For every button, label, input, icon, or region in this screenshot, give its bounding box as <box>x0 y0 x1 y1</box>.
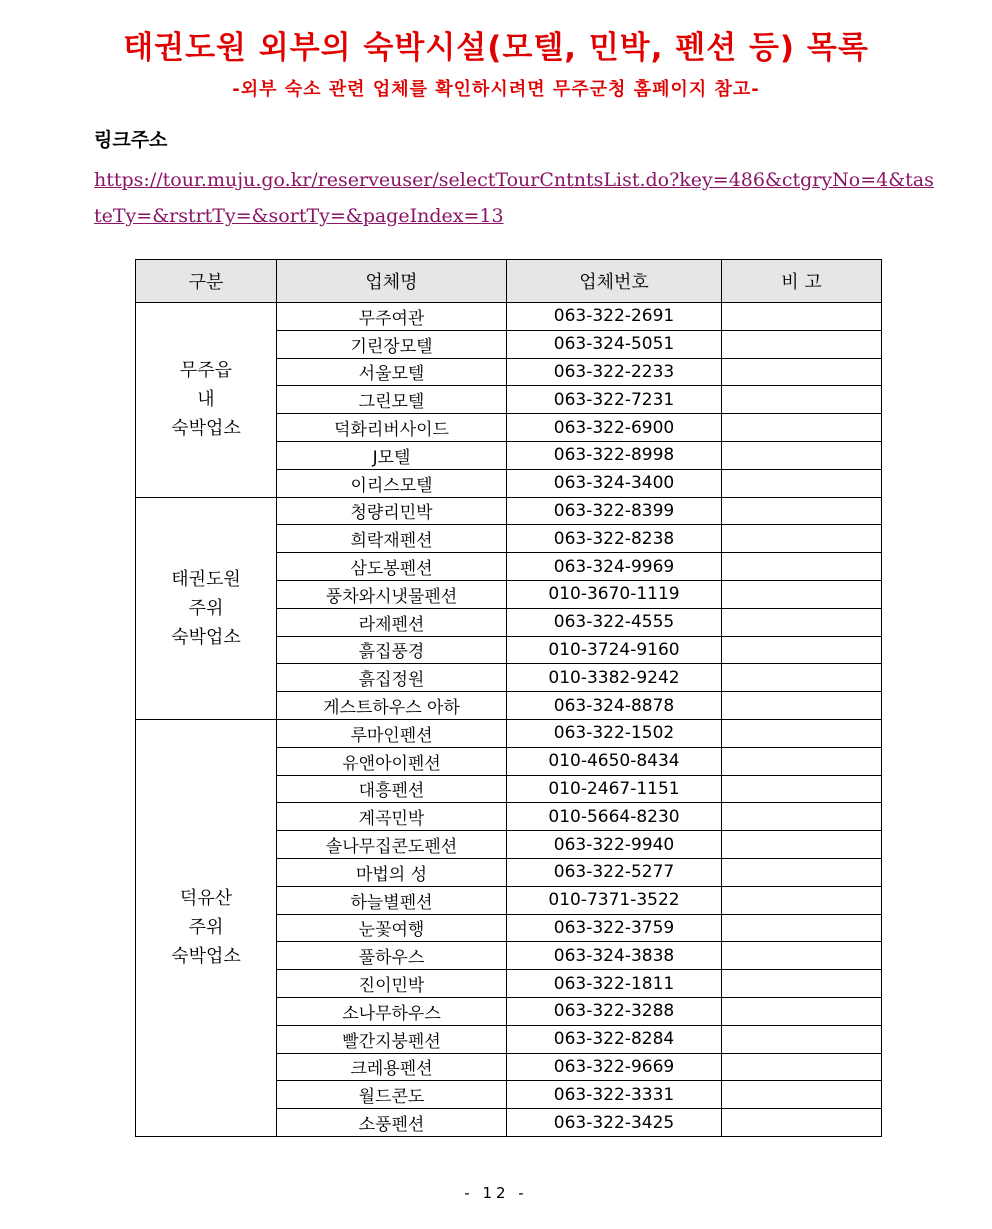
business-name-cell: 청량리민박 <box>277 497 507 525</box>
remarks-cell <box>722 1025 882 1053</box>
category-cell <box>136 719 277 1136</box>
header-business-name: 업체명 <box>277 260 507 303</box>
remarks-cell <box>722 1109 882 1137</box>
business-name-cell: 진이민박 <box>277 970 507 998</box>
remarks-cell <box>722 664 882 692</box>
category-label-line: 무주읍 <box>179 360 233 382</box>
business-name-cell: J모텔 <box>277 441 507 469</box>
phone-cell: 063-322-3425 <box>507 1109 722 1137</box>
category-cell <box>136 303 277 498</box>
phone-cell: 063-322-1502 <box>507 719 722 747</box>
phone-cell: 063-322-7231 <box>507 386 722 414</box>
business-name-cell: 풀하우스 <box>277 942 507 970</box>
remarks-cell <box>722 358 882 386</box>
business-name-cell: 기린장모텔 <box>277 330 507 358</box>
tour-link[interactable]: https://tour.muju.go.kr/reserveuser/selectTourCntntsList.do?key=486&ctgryNo=4&tasteTy=&rstrtTy=&sortTy=&pageIndex=13 <box>94 169 934 227</box>
business-name-cell: 소나무하우스 <box>277 997 507 1025</box>
business-name-cell: 이리스모텔 <box>277 469 507 497</box>
category-label-line: 태권도원 <box>171 568 241 590</box>
remarks-cell <box>722 303 882 331</box>
phone-cell: 063-322-9940 <box>507 831 722 859</box>
remarks-cell <box>722 970 882 998</box>
business-name-cell: 솔나무집콘도펜션 <box>277 831 507 859</box>
business-name-cell: 소풍펜션 <box>277 1109 507 1137</box>
remarks-cell <box>722 330 882 358</box>
remarks-cell <box>722 497 882 525</box>
phone-cell: 063-322-4555 <box>507 608 722 636</box>
business-name-cell: 무주여관 <box>277 303 507 331</box>
business-name-cell: 라제펜션 <box>277 608 507 636</box>
phone-cell: 063-322-6900 <box>507 414 722 442</box>
phone-cell: 010-3670-1119 <box>507 580 722 608</box>
header-remarks: 비 고 <box>722 260 882 303</box>
phone-cell: 063-324-3400 <box>507 469 722 497</box>
remarks-cell <box>722 747 882 775</box>
business-name-cell: 크레용펜션 <box>277 1053 507 1081</box>
business-name-cell: 희락재펜션 <box>277 525 507 553</box>
remarks-cell <box>722 831 882 859</box>
phone-cell: 063-322-9669 <box>507 1053 722 1081</box>
phone-cell: 063-322-3331 <box>507 1081 722 1109</box>
phone-cell: 063-324-9969 <box>507 553 722 581</box>
remarks-cell <box>722 858 882 886</box>
phone-cell: 010-3382-9242 <box>507 664 722 692</box>
phone-cell: 063-324-8878 <box>507 692 722 720</box>
phone-cell: 063-322-8399 <box>507 497 722 525</box>
remarks-cell <box>722 441 882 469</box>
table-row <box>136 497 882 525</box>
table-header-row <box>136 260 882 303</box>
business-name-cell: 루마인펜션 <box>277 719 507 747</box>
phone-cell: 063-322-3288 <box>507 997 722 1025</box>
phone-cell: 063-324-3838 <box>507 942 722 970</box>
phone-cell: 010-5664-8230 <box>507 803 722 831</box>
table-body <box>136 303 882 1137</box>
category-label-line: 숙박업소 <box>171 418 241 440</box>
remarks-cell <box>722 1053 882 1081</box>
remarks-cell <box>722 914 882 942</box>
remarks-cell <box>722 803 882 831</box>
business-name-cell: 흙집풍경 <box>277 636 507 664</box>
remarks-cell <box>722 553 882 581</box>
phone-cell: 010-3724-9160 <box>507 636 722 664</box>
remarks-cell <box>722 386 882 414</box>
table-row <box>136 303 882 331</box>
remarks-cell <box>722 942 882 970</box>
phone-cell: 063-322-1811 <box>507 970 722 998</box>
business-name-cell: 게스트하우스 아하 <box>277 692 507 720</box>
category-label-line: 숙박업소 <box>171 626 241 648</box>
business-name-cell: 삼도봉펜션 <box>277 553 507 581</box>
remarks-cell <box>722 775 882 803</box>
category-label-line: 주위 <box>188 597 224 619</box>
business-name-cell: 눈꽃여행 <box>277 914 507 942</box>
category-label-line: 숙박업소 <box>171 946 241 968</box>
category-label-line: 덕유산 <box>179 888 233 910</box>
phone-cell: 063-322-3759 <box>507 914 722 942</box>
business-name-cell: 풍차와시냇물펜션 <box>277 580 507 608</box>
phone-cell: 010-2467-1151 <box>507 775 722 803</box>
phone-cell: 063-324-5051 <box>507 330 722 358</box>
phone-cell: 063-322-8238 <box>507 525 722 553</box>
business-name-cell: 계곡민박 <box>277 803 507 831</box>
business-name-cell: 대흥펜션 <box>277 775 507 803</box>
business-name-cell: 월드콘도 <box>277 1081 507 1109</box>
lodging-table <box>135 259 882 1137</box>
remarks-cell <box>722 997 882 1025</box>
remarks-cell <box>722 414 882 442</box>
page-number: - 12 - <box>464 1184 528 1202</box>
phone-cell: 063-322-8284 <box>507 1025 722 1053</box>
phone-cell: 063-322-2233 <box>507 358 722 386</box>
phone-cell: 010-4650-8434 <box>507 747 722 775</box>
table-row <box>136 719 882 747</box>
phone-cell: 063-322-5277 <box>507 858 722 886</box>
remarks-cell <box>722 1081 882 1109</box>
phone-cell: 063-322-8998 <box>507 441 722 469</box>
remarks-cell <box>722 469 882 497</box>
category-label-line: 내 <box>197 389 215 411</box>
remarks-cell <box>722 719 882 747</box>
remarks-cell <box>722 580 882 608</box>
business-name-cell: 빨간지붕펜션 <box>277 1025 507 1053</box>
business-name-cell: 유앤아이펜션 <box>277 747 507 775</box>
header-phone: 업체번호 <box>507 260 722 303</box>
remarks-cell <box>722 525 882 553</box>
business-name-cell: 덕화리버사이드 <box>277 414 507 442</box>
business-name-cell: 하늘별펜션 <box>277 886 507 914</box>
business-name-cell: 마법의 성 <box>277 858 507 886</box>
remarks-cell <box>722 886 882 914</box>
category-cell <box>136 497 277 719</box>
header-category: 구분 <box>136 260 277 303</box>
category-label-line: 주위 <box>188 917 224 939</box>
page-subtitle: -외부 숙소 관련 업체를 확인하시려면 무주군청 홈페이지 참고- <box>232 79 760 100</box>
phone-cell: 063-322-2691 <box>507 303 722 331</box>
remarks-cell <box>722 692 882 720</box>
business-name-cell: 그린모텔 <box>277 386 507 414</box>
remarks-cell <box>722 608 882 636</box>
phone-cell: 010-7371-3522 <box>507 886 722 914</box>
page-title: 태권도원 외부의 숙박시설(모텔, 민박, 펜션 등) 목록 <box>123 30 869 66</box>
link-heading: 링크주소 <box>94 129 168 151</box>
business-name-cell: 서울모텔 <box>277 358 507 386</box>
business-name-cell: 흙집정원 <box>277 664 507 692</box>
remarks-cell <box>722 636 882 664</box>
